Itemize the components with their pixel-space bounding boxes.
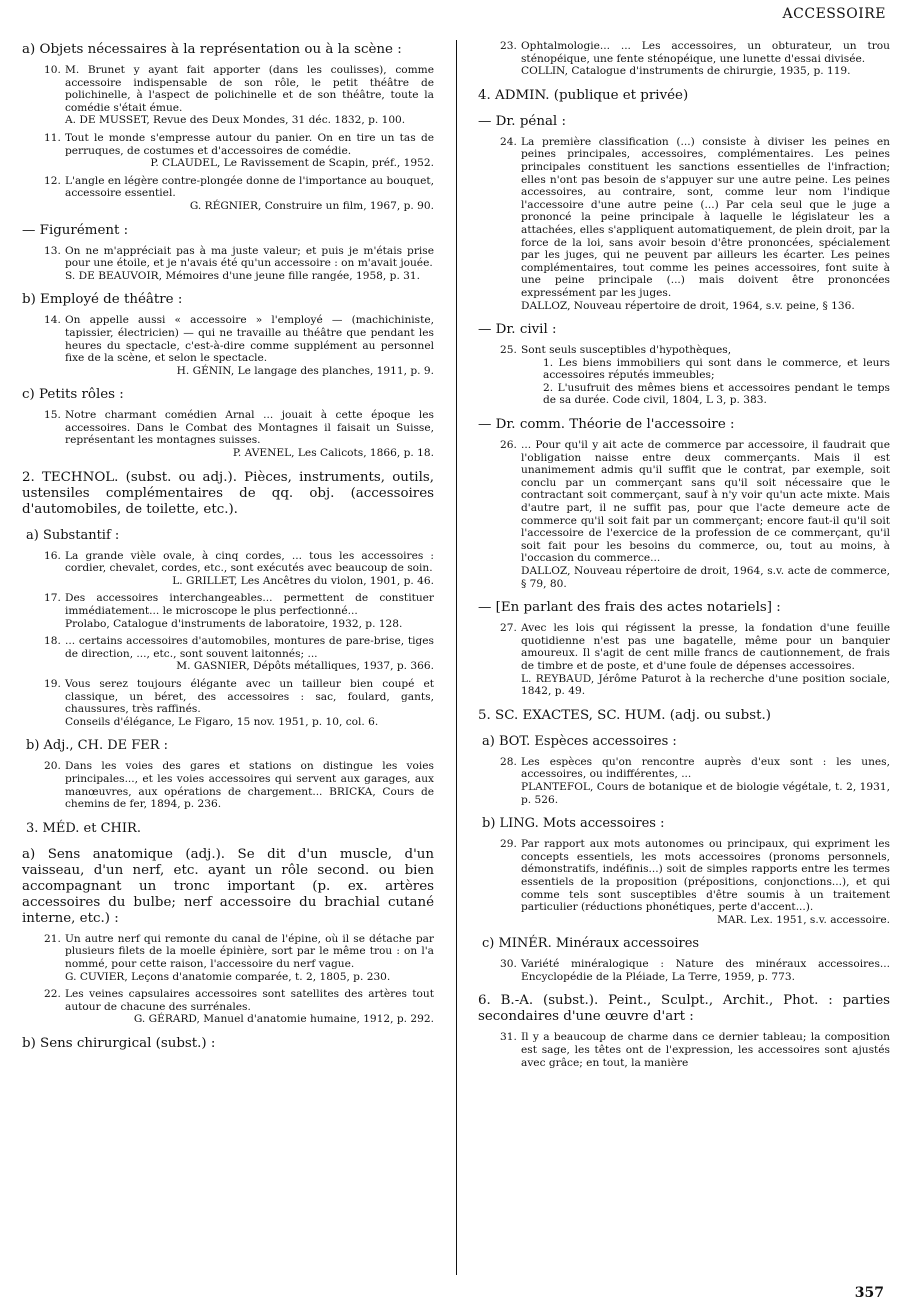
section-heading: b) Employé de théâtre : [22,292,183,308]
example-source: P. CLAUDEL, Le Ravissement de Scapin, préf., 1952. [150,157,434,170]
example-text: Des accessoires interchangeables... permettent de constituer immédiatement... le microscope le plus perfectionné... [65,592,434,618]
example-entry [500,622,890,698]
section-heading: c) Petits rôles : [22,387,124,403]
example-body [521,40,890,78]
example-number: 14. [44,314,61,327]
example-source: MAR. Lex. 1951, s.v. accessoire. [717,913,890,926]
example-text: Tout le monde s'empresse autour du panier. On en tire un tas de perruques, de costumes et d'accessoires de comédie. [65,131,434,157]
example-body [521,838,890,926]
example-number: 30. [500,958,517,971]
running-head: ACCESSOIRE [782,6,886,22]
example-body [65,592,434,630]
example-body [65,64,434,127]
section-heading: — [En parlant des frais des actes notariels] : [478,600,781,616]
example-number: 11. [44,131,61,144]
example-text: Ophtalmologie... ... Les accessoires, un obturateur, un trou sténopéique, une fente sténopéique, une lunette d'essai divisée. [521,40,890,65]
example-number: 27. [500,622,517,635]
example-entry [500,439,890,590]
example-entry [500,136,890,312]
example-source: G. CUVIER, Leçons d'anatomie comparée, t. 2, 1805, p. 230. [65,970,391,983]
example-source: M. GASNIER, Dépôts métalliques, 1937, p. 366. [176,660,434,673]
example-entry [44,760,434,810]
example-body [65,550,434,588]
example-number: 23. [500,40,517,52]
example-subline: 2. L'usufruit des mêmes biens et accessoires pendant le temps de sa durée. Code civil, 1804, L 3, p. 383. [543,381,890,407]
example-entry [44,933,434,983]
example-body [65,314,434,377]
example-source: P. AVENEL, Les Calicots, 1866, p. 18. [232,447,434,460]
example-source: COLLIN, Catalogue d'instruments de chirurgie, 1935, p. 119. [521,65,851,78]
example-text: Sont seuls susceptibles d'hypothèques, [521,344,732,357]
example-body [521,622,890,698]
section-heading: a) Substantif : [26,527,120,543]
example-entry [500,756,890,806]
example-body [65,933,434,983]
example-text: M. Brunet y ayant fait apporter (dans les coulisses), comme accessoire indispensable de son rôle, le petit théâtre de polichinelle, à l'aspect de polichinelle et de son théâtre, toute la comédie s'était émue. [65,64,434,114]
example-text: Il y a beaucoup de charme dans ce dernier tableau; la composition est sage, les têtes ont de l'expression, les accessoires sont ajustés avec grâce; en tout, la manière [521,1031,890,1069]
example-text: La première classification (...) consiste à diviser les peines en peines principales, accessoires, complémentaires. Les peines principales constituent les sanctions essentielles de l'infraction; elles n'ont pas besoin de s'appuyer sur une autre peine. Les peines accessoires, au contraire, sont, comme leur nom l'indique l'accessoire d'une autre peine (...) Par cela seul que le juge a prononcé la peine principale à laquelle le législateur les a attachées, elles s'appliquent automatiquement, de plein droit, par la force de la loi, sans avoir besoin d'être prononcées, spécialement par les juges, qui ne peuvent par ailleurs les écarter. Les peines complémentaires, tout comme les peines accessoires, font suite à une peine principale (...) mais doivent être prononcées expressément par les juges. [521,135,890,299]
example-source: S. DE BEAUVOIR, Mémoires d'une jeune fille rangée, 1958, p. 31. [65,269,421,282]
example-entry [44,132,434,170]
example-entry [500,344,890,407]
example-entry [44,245,434,283]
example-body [521,344,890,407]
example-text: On appelle aussi « accessoire » l'employé — (machichiniste, tapissier, électricien) — qui ne travaille au théâtre que pendant les heures du spectacle, c'est-à-dire comme supplément au personnel fixe de la scène, et selon le spectacle. [65,314,434,365]
example-source: H. GÉNIN, Le langage des planches, 1911, p. 9. [176,364,434,377]
example-text: Notre charmant comédien Arnal ... jouait à cette époque les accessoires. Dans le Combat des Montagnes il faisait un Suisse, représentant les montagnes suisses. [65,409,434,447]
example-number: 15. [44,409,61,422]
example-subline: 1. Les biens immobiliers qui sont dans le commerce, et leurs accessoires réputés immeubles; [543,356,890,382]
section-heading: 3. MÉD. et CHIR. [26,820,141,836]
section-heading: — Dr. civil : [478,322,557,338]
column-divider [456,40,457,1275]
example-source: A. DE MUSSET, Revue des Deux Mondes, 31 déc. 1832, p. 100. [65,114,406,127]
section-heading: — Dr. comm. Théorie de l'accessoire : [478,417,735,433]
section-heading: b) LING. Mots accessoires : [482,816,665,832]
example-entry [500,1031,890,1069]
example-source: DALLOZ, Nouveau répertoire de droit, 1964, s.v. peine, § 136. [521,299,855,312]
page-number: 357 [854,1285,884,1301]
example-entry [500,958,890,983]
example-entry [44,550,434,588]
example-number: 21. [44,932,61,945]
example-text: Un autre nerf qui remonte du canal de l'épine, où il se détache par plusieurs filets de la moelle épinière, sort par le même trou : on l'a nommé, pour cette raison, l'accessoire du nerf vague. [65,932,434,970]
example-number: 28. [500,755,517,768]
example-entry [500,838,890,926]
example-source: PLANTEFOL, Cours de botanique et de biologie végétale, t. 2, 1931, p. 526. [521,780,890,806]
example-body [65,175,434,213]
example-entry [44,635,434,673]
example-body [521,958,890,983]
example-number: 24. [500,135,517,148]
example-number: 26. [500,439,517,452]
example-body [65,245,434,283]
example-text: Dans les voies des gares et stations on distingue les voies principales..., et les voies accessoires qui servent aux garages, aux manœuvres, aux opérations de chargement... BRICKA, Cours de chemins de fer, 1894, p. 236. [65,760,434,811]
example-source: Prolabo, Catalogue d'instruments de laboratoire, 1932, p. 128. [65,617,403,630]
example-body [521,136,890,312]
example-text: Avec les lois qui régissent la presse, la fondation d'une feuille quotidienne n'est pas une bagatelle, même pour un banquier amoureux. Il s'agit de cent mille francs de cautionnement, de frais de timbre et de poste, et d'une foule de dépenses accessoires. [521,622,890,672]
section-lead: 6. B.-A. (subst.). Peint., Sculpt., Archit., Phot. : parties secondaires d'une œuvre d'art : [478,993,890,1025]
example-entry [44,314,434,377]
example-body [521,756,890,806]
example-source: G. GÉRARD, Manuel d'anatomie humaine, 1912, p. 292. [133,1013,434,1026]
section-heading: 4. ADMIN. (publique et privée) [478,87,689,103]
example-number: 19. [44,678,61,690]
section-heading: a) BOT. Espèces accessoires : [482,733,677,749]
example-source: DALLOZ, Nouveau répertoire de droit, 1964, s.v. acte de commerce, § 79, 80. [521,565,890,590]
example-entry [44,409,434,459]
example-number: 16. [44,549,61,562]
example-text: ... certains accessoires d'automobiles, montures de pare-brise, tiges de direction, ..., etc., sont souvent laitonnés; ... [65,635,434,660]
example-body [65,132,434,170]
section-heading: — Dr. pénal : [478,113,566,129]
example-number: 17. [44,592,61,605]
example-entry [44,175,434,213]
example-text: La grande vièle ovale, à cinq cordes, ... tous les accessoires : cordier, chevalet, cordes, etc., sont exécutés avec beaucoup de soin. [65,549,434,575]
section-lead: a) Sens anatomique (adj.). Se dit d'un muscle, d'un vaisseau, d'un nerf, etc. ayant un rôle second. ou bien accompagnant un tronc important (p. ex. artères accessoires du bulbe; nerf accessoire du brachial cutané interne, etc.) : [22,846,434,926]
example-text: Vous serez toujours élégante avec un tailleur bien coupé et classique, un béret, des accessoires : sac, foulard, gants, chaussures, très raffinés. [65,678,434,716]
example-text: Les veines capsulaires accessoires sont satellites des artères tout autour de chacune des surrénales. [65,988,434,1013]
example-entry [500,40,890,78]
example-body [65,678,434,728]
example-entry [44,988,434,1026]
section-heading: — Figurément : [22,222,129,238]
example-body [65,760,434,810]
left-column [22,40,434,1058]
example-body [65,409,434,459]
example-source: Conseils d'élégance, Le Figaro, 15 nov. 1951, p. 10, col. 6. [65,715,379,728]
example-number: 12. [44,174,61,187]
example-number: 13. [44,244,61,257]
section-heading: 5. SC. EXACTES, SC. HUM. (adj. ou subst.) [478,707,771,723]
section-lead: 2. TECHNOL. (subst. ou adj.). Pièces, instruments, outils, ustensiles complémentaires de qq. obj. (accessoires d'automobiles, de toilette, etc.). [22,469,434,517]
example-entry [44,678,434,728]
section-heading: b) Adj., CH. DE FER : [26,738,169,754]
example-body [521,1031,890,1069]
example-text: L'angle en légère contre-plongée donne de l'importance au bouquet, accessoire essentiel. [65,174,434,200]
example-source: L. REYBAUD, Jérôme Paturot à la recherche d'une position sociale, 1842, p. 49. [521,672,890,698]
example-body [65,635,434,673]
example-body [65,988,434,1026]
section-heading: b) Sens chirurgical (subst.) : [22,1035,216,1051]
example-body [521,439,890,590]
example-number: 29. [500,838,517,851]
example-number: 31. [500,1031,517,1044]
example-text: Les espèces qu'on rencontre auprès d'eux sont : les unes, accessoires, ou indifférentes, ... [521,755,890,781]
example-number: 20. [44,760,61,773]
example-number: 25. [500,344,517,357]
example-text: ... Pour qu'il y ait acte de commerce par accessoire, il faudrait que l'obligation naisse entre deux commerçants. Mais il est unanimement admis qu'il suffit que le contrat, par exemple, soit conclu par un commerçant sans qu'il soit nécessaire que le contractant soit commerçant, sauf à n'y voir qu'un acte mixte. Mais d'autre part, il ne suffit pas, pour que l'acte demeure acte de commerce qu'il soit fait par un commerçant; encore faut-il qu'il soit l'accessoire de l'exercice de la profession de ce commerçant, qu'il soit fait pour les besoins du commerce, ou, tout au moins, à l'occasion du commerce... [521,439,890,565]
example-number: 18. [44,635,61,648]
example-number: 22. [44,988,61,1001]
section-heading: c) MINÉR. Minéraux accessoires [482,936,700,952]
example-text: Par rapport aux mots autonomes ou principaux, qui expriment les concepts essentiels, les mots accessoires (pronoms personnels, démonstratifs, indéfinis...) soit de simples rapports entre les termes essentiels de la proposition (prépositions, conjonctions...), et qui comme tels sont susceptibles d'être soumis à un traitement particulier (réductions phonétiques, perte d'accent...). [521,838,890,914]
example-number: 10. [44,64,61,76]
example-source: L. GRILLET, Les Ancêtres du violon, 1901, p. 46. [172,574,434,587]
example-entry [44,592,434,630]
right-column [478,40,890,1074]
section-heading: a) Objets nécessaires à la représentation ou à la scène : [22,42,402,57]
example-text: On ne m'appréciait pas à ma juste valeur; et puis je m'étais prise pour une étoile, et je n'avais été qu'un accessoire : on m'avait jouée. [65,244,434,270]
example-text: Variété minéralogique : Nature des minéraux accessoires... Encyclopédie de la Pléiade, La Terre, 1959, p. 773. [521,958,890,983]
example-entry [44,64,434,127]
example-source: G. RÉGNIER, Construire un film, 1967, p. 90. [189,199,434,212]
